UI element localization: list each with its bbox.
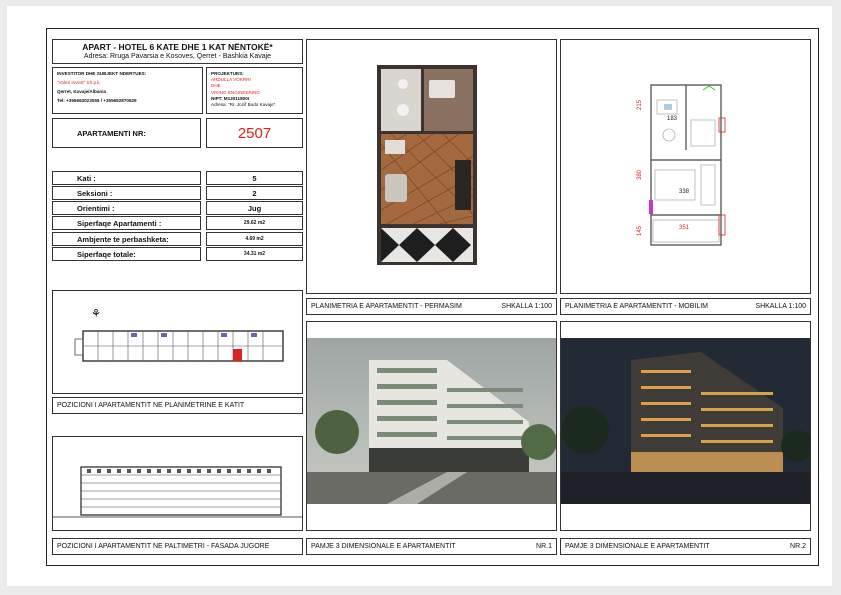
project-address: Adresa: Rruga Pavarsia e Kosoves, Qerret - Bashkia Kavaje (83, 53, 272, 60)
plan-render-panel (306, 39, 557, 294)
investor-location: Qerret, Kavaje/Albania (57, 89, 107, 95)
south-facade (53, 437, 302, 530)
view2-panel (560, 321, 811, 531)
spec-value-cell (206, 201, 303, 215)
designer-heading: PROJEKTUES: (211, 71, 244, 76)
investor-name: "Voleri Invest" Sh.p.k. (57, 80, 101, 86)
investor-phone: Tel: +355693023055 / +355692870629 (57, 97, 137, 103)
view1-panel (306, 321, 557, 531)
render-day-view (307, 322, 556, 530)
designer-line1: ARDULLA VOKRRI (211, 77, 251, 83)
caption-floor-position-text: POZICIONI I APARTAMENTIT NE PLANIMETRINE E KATIT (57, 402, 245, 409)
apartment-highlight (233, 349, 242, 361)
spec-label: Seksioni : (77, 188, 113, 198)
investor-block (52, 67, 203, 114)
floor-keyplan-panel (52, 290, 303, 394)
caption-facade-position-text: POZICIONI I APARTAMENTIT NE PALTIMETRI - FASADA JUGORE (57, 543, 270, 550)
spec-value-cell (206, 216, 303, 230)
dim-215: 215 (637, 99, 643, 110)
caption-floor-position (52, 397, 303, 414)
spec-value-cell (206, 247, 303, 261)
title-block (52, 39, 303, 64)
floor-keyplan (53, 291, 302, 393)
designer-line2: DHE (211, 83, 221, 89)
designer-address: Adresa: "Rr. Jozif Budo Kavaje". (211, 102, 277, 108)
spec-label: Ambjente te perbashketa: (77, 234, 169, 244)
apartment-number: 2507 (237, 124, 272, 142)
apartment-number-box (206, 118, 303, 148)
caption-view1-nr: NR.1 (536, 543, 552, 550)
spec-label-cell (52, 171, 201, 185)
spec-label-cell (52, 232, 201, 246)
apartment-label-box (52, 118, 201, 148)
caption-plan-mobilim (560, 298, 811, 315)
spec-label: Orientimi : (77, 203, 115, 213)
apartment-render-plan (307, 40, 556, 293)
caption-view1-text: PAMJE 3 DIMENSIONALE E APARTAMENTIT (311, 543, 456, 550)
designer-block (206, 67, 303, 114)
investor-heading: INVESTITOR DHE SUBJEKT NDERTUES: (57, 71, 147, 76)
project-title: APART - HOTEL 6 KATE DHE 1 KAT NËNTOKË* (82, 42, 273, 52)
spec-label-cell (52, 201, 201, 215)
designer-nipt: NIPT: M13011800I (211, 95, 250, 101)
dim-338: 338 (679, 189, 690, 195)
spec-value: Jug (247, 203, 262, 213)
dim-351: 351 (679, 225, 690, 231)
dim-183: 183 (667, 116, 678, 122)
caption-view2-text: PAMJE 3 DIMENSIONALE E APARTAMENTIT (565, 543, 710, 550)
caption-plan-render (306, 298, 557, 315)
facade-panel (52, 436, 303, 531)
spec-value-cell (206, 232, 303, 246)
spec-label: Siperfaqe totale: (77, 249, 136, 259)
caption-plan-mobilim-scale: SHKALLA 1:100 (755, 303, 806, 310)
render-night-view (561, 322, 810, 530)
spec-label: Siperfaqe Apartamenti : (77, 218, 162, 228)
spec-value: 4.69 m2 (245, 236, 264, 242)
spec-value: 34.31 m2 (243, 251, 266, 257)
caption-plan-render-scale: SHKALLA 1:100 (501, 303, 552, 310)
sheet (7, 6, 832, 586)
designer-line3: VIKING ENGINEERING (211, 89, 261, 95)
dim-145: 145 (637, 225, 643, 236)
spec-value: 2 (252, 188, 257, 198)
apartment-line-plan (561, 40, 810, 293)
spec-value-cell (206, 186, 303, 200)
north-arrow-icon: ⚘ (91, 307, 101, 320)
caption-plan-mobilim-text: PLANIMETRIA E APARTAMENTIT - MOBILIM (565, 303, 709, 310)
caption-view2-nr: NR.2 (790, 543, 806, 550)
spec-value-cell (206, 171, 303, 185)
plan-drawing-panel (560, 39, 811, 294)
spec-label: Kati : (77, 173, 96, 183)
spec-value: 5 (252, 173, 257, 183)
spec-value: 29.62 m2 (243, 220, 266, 226)
spec-label-cell (52, 216, 201, 230)
dim-380: 380 (637, 169, 643, 180)
caption-view1 (306, 538, 557, 555)
caption-plan-render-text: PLANIMETRIA E APARTAMENTIT - PERMASIM (311, 303, 462, 310)
apartment-label: APARTAMENTI NR: (77, 128, 146, 138)
spec-label-cell (52, 247, 201, 261)
caption-facade-position (52, 538, 303, 555)
spec-label-cell (52, 186, 201, 200)
caption-view2 (560, 538, 811, 555)
